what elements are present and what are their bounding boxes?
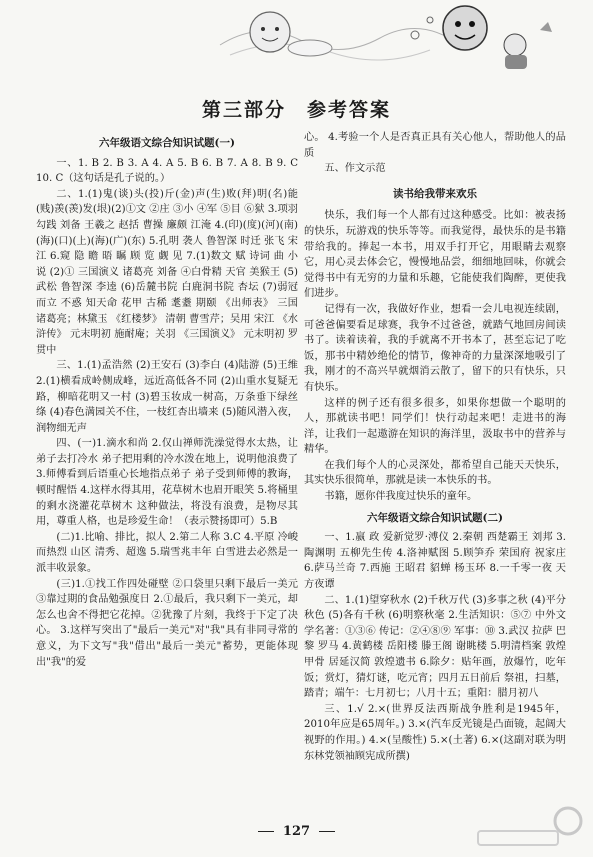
answer-paragraph: 二、1.(1)望穿秋水 (2)千秋万代 (3)多事之秋 (4)平分秋色 (5)各有千秋 (6)明察秋毫 2.生活知识：⑤⑦ 中外文学名著：①③⑥ 传记：②④⑧⑨ 军事：⑩ 3.武汉 拉萨 巴黎 罗马 4.黄鹤楼 岳阳楼 滕王阁 谢眺楼 5.明清档案 敦煌甲骨 居延汉简 敦煌遗书 6.除夕：贴年画，放爆竹，吃年饭；赏灯，猜灯谜，吃元宵；四月五日前后 祭祖，扫墓，踏青；端午：七月初七；八月十五；重阳：腊月初八	[304, 594, 566, 700]
section-title-exam-1: 六年级语文综合知识试题(一)	[99, 137, 235, 149]
right-column	[304, 130, 566, 764]
answer-paragraph: 二、1.(1)鬼(谈)头(投)斤(金)声(生)败(拜)明(名)能(贱)羡(羡)发(垠)(2)①文 ②庄 ③小 ④军 ⑤目 ⑥狱 3.项羽 勾践 刘备 王羲之 赵括 曹操 廉颇 江淹 4.(印)(度)(河)(南)(海)(口)(上)(海)(广)(东) 5.孔明 袭人 鲁智深 时迁 张飞 宋江 6.窥 隐 瞻 晤 瞩 顾 览 觑 见 7.(1)数文 赋 诗词 曲 小说 (2)① 三国演义 诸葛亮 刘备 ④白骨精 天官 美猴王 (5)武松 鲁智深 李逵 (6)岳麓书院 白鹿洞书院 杏坛 (7)弱冠 而立 不惑 知天命 花甲 古稀 耄耋 期颐 《出师表》 三国 诸葛亮；林黛玉 《红楼梦》 清朝 曹雪芹；吴用 宋江 《水浒传》 元末明初 施耐庵；关羽 《三国演义》 元末明初 罗贯中	[36, 188, 298, 356]
answer-paragraph: 四、(一)1.滴水和尚 2.仅山禅师洗澡觉得水太热，让弟子去打冷水 弟子把用剩的冷水泼在地上，说明他浪费了 3.师傅看到后语重心长地指点弟子 弟子受到师傅的教诲，顿时醒悟 4.这样水得其用，花草树木也眉开眼笑 5.将桶里的剩水浇灌花草树木 这种做法，将没有浪费，是物尽其用，尊重人格，也是珍爱生命！（表示赞扬即可）5.B	[36, 438, 298, 528]
answer-paragraph: 三、1.√ 2.×(世界反法西斯战争胜利是1945年，2010年应是65周年。) 3.×(汽车反光镜是凸面镜，起阔大视野的作用。) 4.×(呈酸性) 5.×(土著) 6.×(这副对联为明东林党领袖顾宪成所撰)	[304, 703, 566, 762]
page-title: 第三部分 参考答案	[201, 99, 391, 121]
answer-paragraph: 三、1.(1)孟浩然 (2)王安石 (3)李白 (4)陆游 (5)王维 2.(1)横看成岭侧成峰，远近高低各不同 (2)山重水复疑无路，柳暗花明又一村 (3)碧玉妆成一树高，万条垂下绿丝绦 (4)春色满园关不住，一枝红杏出墙来 (5)随风潜入夜，润物细无声	[36, 360, 298, 434]
answer-paragraph: (三)1.①找工作四处碰壁 ②口袋里只剩下最后一美元 ③靠过期的食品勉强度日 2.①最后，我只剩下一美元，却怎么也舍不得把它花掉。②犹豫了片刻，我终于下定了决心。 3.这样写突出了"最后一美元"对"我"具有非同寻常的意义，为下文写"我"借出"最后一美元"蓄势，更能体现出"我"的爱	[36, 578, 298, 668]
essay-paragraph: 这样的例子还有很多很多，如果你想做一个聪明的人，那就读书吧！同学们！快行动起来吧！走进书的海洋，让我们一起遨游在知识的海洋里，汲取书中的营养与精华。	[304, 397, 566, 456]
essay-paragraph: 快乐，我们每一个人都有过这种感受。比如：被表扬的快乐，玩游戏的快乐等等。而我觉得，最快乐的是书籍带给我的。捧起一本书，用双手打开它，用眼睛去观察它，用心灵去体会它，慢慢地品尝，细细地回味，你就会觉得书中有无穷的力量和乐趣，它能使我们陶醉，更使我们进步。	[304, 210, 566, 300]
page-number-dash-left	[258, 831, 274, 832]
answer-paragraph: 一、1.嬴 政 爱新觉罗·溥仪 2.秦朝 西楚霸王 刘邦 3.陶渊明 五柳先生传 4.洛神赋图 5.顾笋乔 荣国府 祝家庄 6.萨马兰奇 7.西施 王昭君 貂蝉 杨玉环 8.一千零一夜 天方夜谭	[304, 532, 566, 591]
essay-title: 读书给我带来欢乐	[393, 187, 477, 200]
left-column	[36, 130, 298, 670]
watermark-stamp	[473, 801, 583, 851]
essay-paragraph: 书籍，愿你伴我度过快乐的童年。	[324, 491, 478, 503]
essay-paragraph: 记得有一次，我做好作业，想看一会儿电视连续剧，可爸爸偏要看足球赛，我争不过爸爸，就踏气地回房间读书了。读着读着，我的手就离不开书本了，甚至忘记了吃饭，那书中精妙绝伦的情节，像神奇的力量深深地吸引了我，刚才的不高兴早就烟消云散了，留下的只有快乐，只有快乐。	[304, 303, 566, 393]
answer-paragraph: (二)1.比喻、排比，拟人 2.第二人称 3.C 4.平原 冷峻而热烈 山区 清秀、超逸 5.瑞雪兆丰年 白雪进去必然是一派丰收景象。	[36, 531, 298, 575]
essay-paragraph: 在我们每个人的心灵深处，都希望自己能天天快乐，其实快乐很简单，那就是读一本快乐的书。	[304, 459, 566, 487]
answer-paragraph: 一、1. B 2. B 3. A 4. A 5. B 6. B 7. A 8. B 9. C 10. C（这句话是孔子说的。）	[36, 157, 298, 185]
page-number-value: 127	[282, 824, 311, 839]
page-number-dash-right	[319, 831, 335, 832]
header-cartoon-decoration	[200, 0, 593, 80]
answer-paragraph: 心。 4.考验一个人是否真正具有关心他人，帮助他人的品质	[304, 132, 566, 159]
section-title-exam-2: 六年级语文综合知识试题(二)	[367, 511, 503, 524]
answer-paragraph: 五、作文示范	[324, 163, 386, 175]
